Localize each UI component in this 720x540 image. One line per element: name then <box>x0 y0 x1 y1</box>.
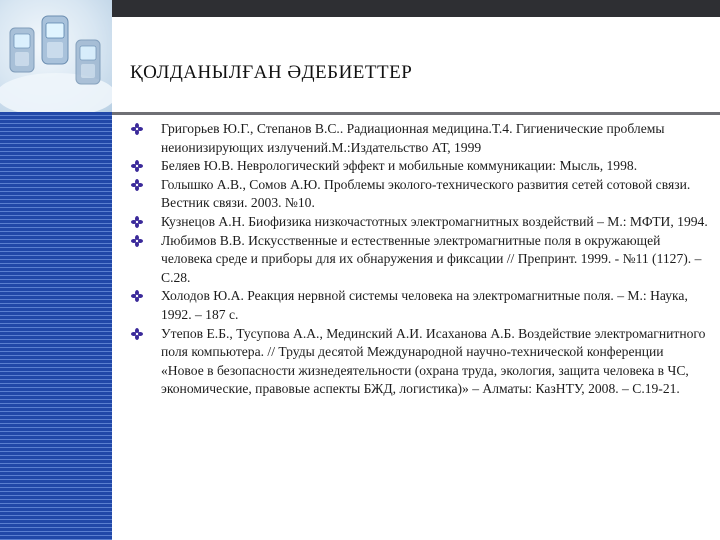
diamond-clover-bullet-icon <box>131 328 143 340</box>
reference-text: Беляев Ю.В. Неврологический эффект и мобильные коммуникации: Мысль, 1998. <box>161 158 638 174</box>
reference-item <box>130 157 708 176</box>
reference-item <box>130 120 708 157</box>
left-decorative-stripe <box>0 112 112 540</box>
diamond-clover-bullet-icon <box>131 290 143 302</box>
reference-item <box>130 325 708 399</box>
top-dark-bar <box>112 0 720 17</box>
title-underline <box>112 112 720 115</box>
reference-text: Холодов Ю.А. Реакция нервной системы человека на электромагнитные поля. – М.: Наука, 1992. – 187 с. <box>161 288 688 322</box>
reference-list <box>130 120 708 399</box>
reference-text: Любимов В.В. Искусственные и естественные электромагнитные поля в окружающей человека среде и приборы для их обнаружения и фиксации // Препринт. 1999. - №11 (1127). – С.28. <box>161 232 702 285</box>
diamond-clover-bullet-icon <box>131 179 143 191</box>
diamond-clover-bullet-icon <box>131 235 143 247</box>
reference-text: Голышко А.В., Сомов А.Ю. Проблемы эколого-технического развития сетей сотовой связи. Вестник связи. 2003. №10. <box>161 176 691 211</box>
diamond-clover-bullet-icon <box>131 123 143 135</box>
diamond-clover-bullet-icon <box>131 160 143 172</box>
phones-illustration-icon <box>0 0 112 112</box>
page-title: ҚОЛДАНЫЛҒАН ӘДЕБИЕТТЕР <box>130 62 413 83</box>
reference-item <box>130 176 708 213</box>
reference-text: Утепов Е.Б., Тусупова А.А., Мединский А.И. Исаханова А.Б. Воздействие электромагнитного поля компьютера. // Труды десятой Международной научно-технической конференции «Новое в безопасности жизнедеятельности (охрана труда, экология, защита человека в ЧС, экономические, правовые аспекты БЖД, логистика)» – Алматы: КазНТУ, 2008. – С.19-21. <box>161 325 706 397</box>
mobile-phones-image <box>0 0 112 112</box>
reference-item <box>130 213 708 232</box>
reference-text: Григорьев Ю.Г., Степанов В.С.. Радиационная медицина.Т.4. Гигиенические проблемы неионизирующих излучений.М.:Издательство АТ, 1999 <box>161 121 665 155</box>
reference-item <box>130 232 708 288</box>
reference-text: Кузнецов А.Н. Биофизика низкочастотных электромагнитных воздействий – М.: МФТИ, 1994. <box>161 213 708 229</box>
reference-item <box>130 287 708 324</box>
diamond-clover-bullet-icon <box>131 216 143 228</box>
